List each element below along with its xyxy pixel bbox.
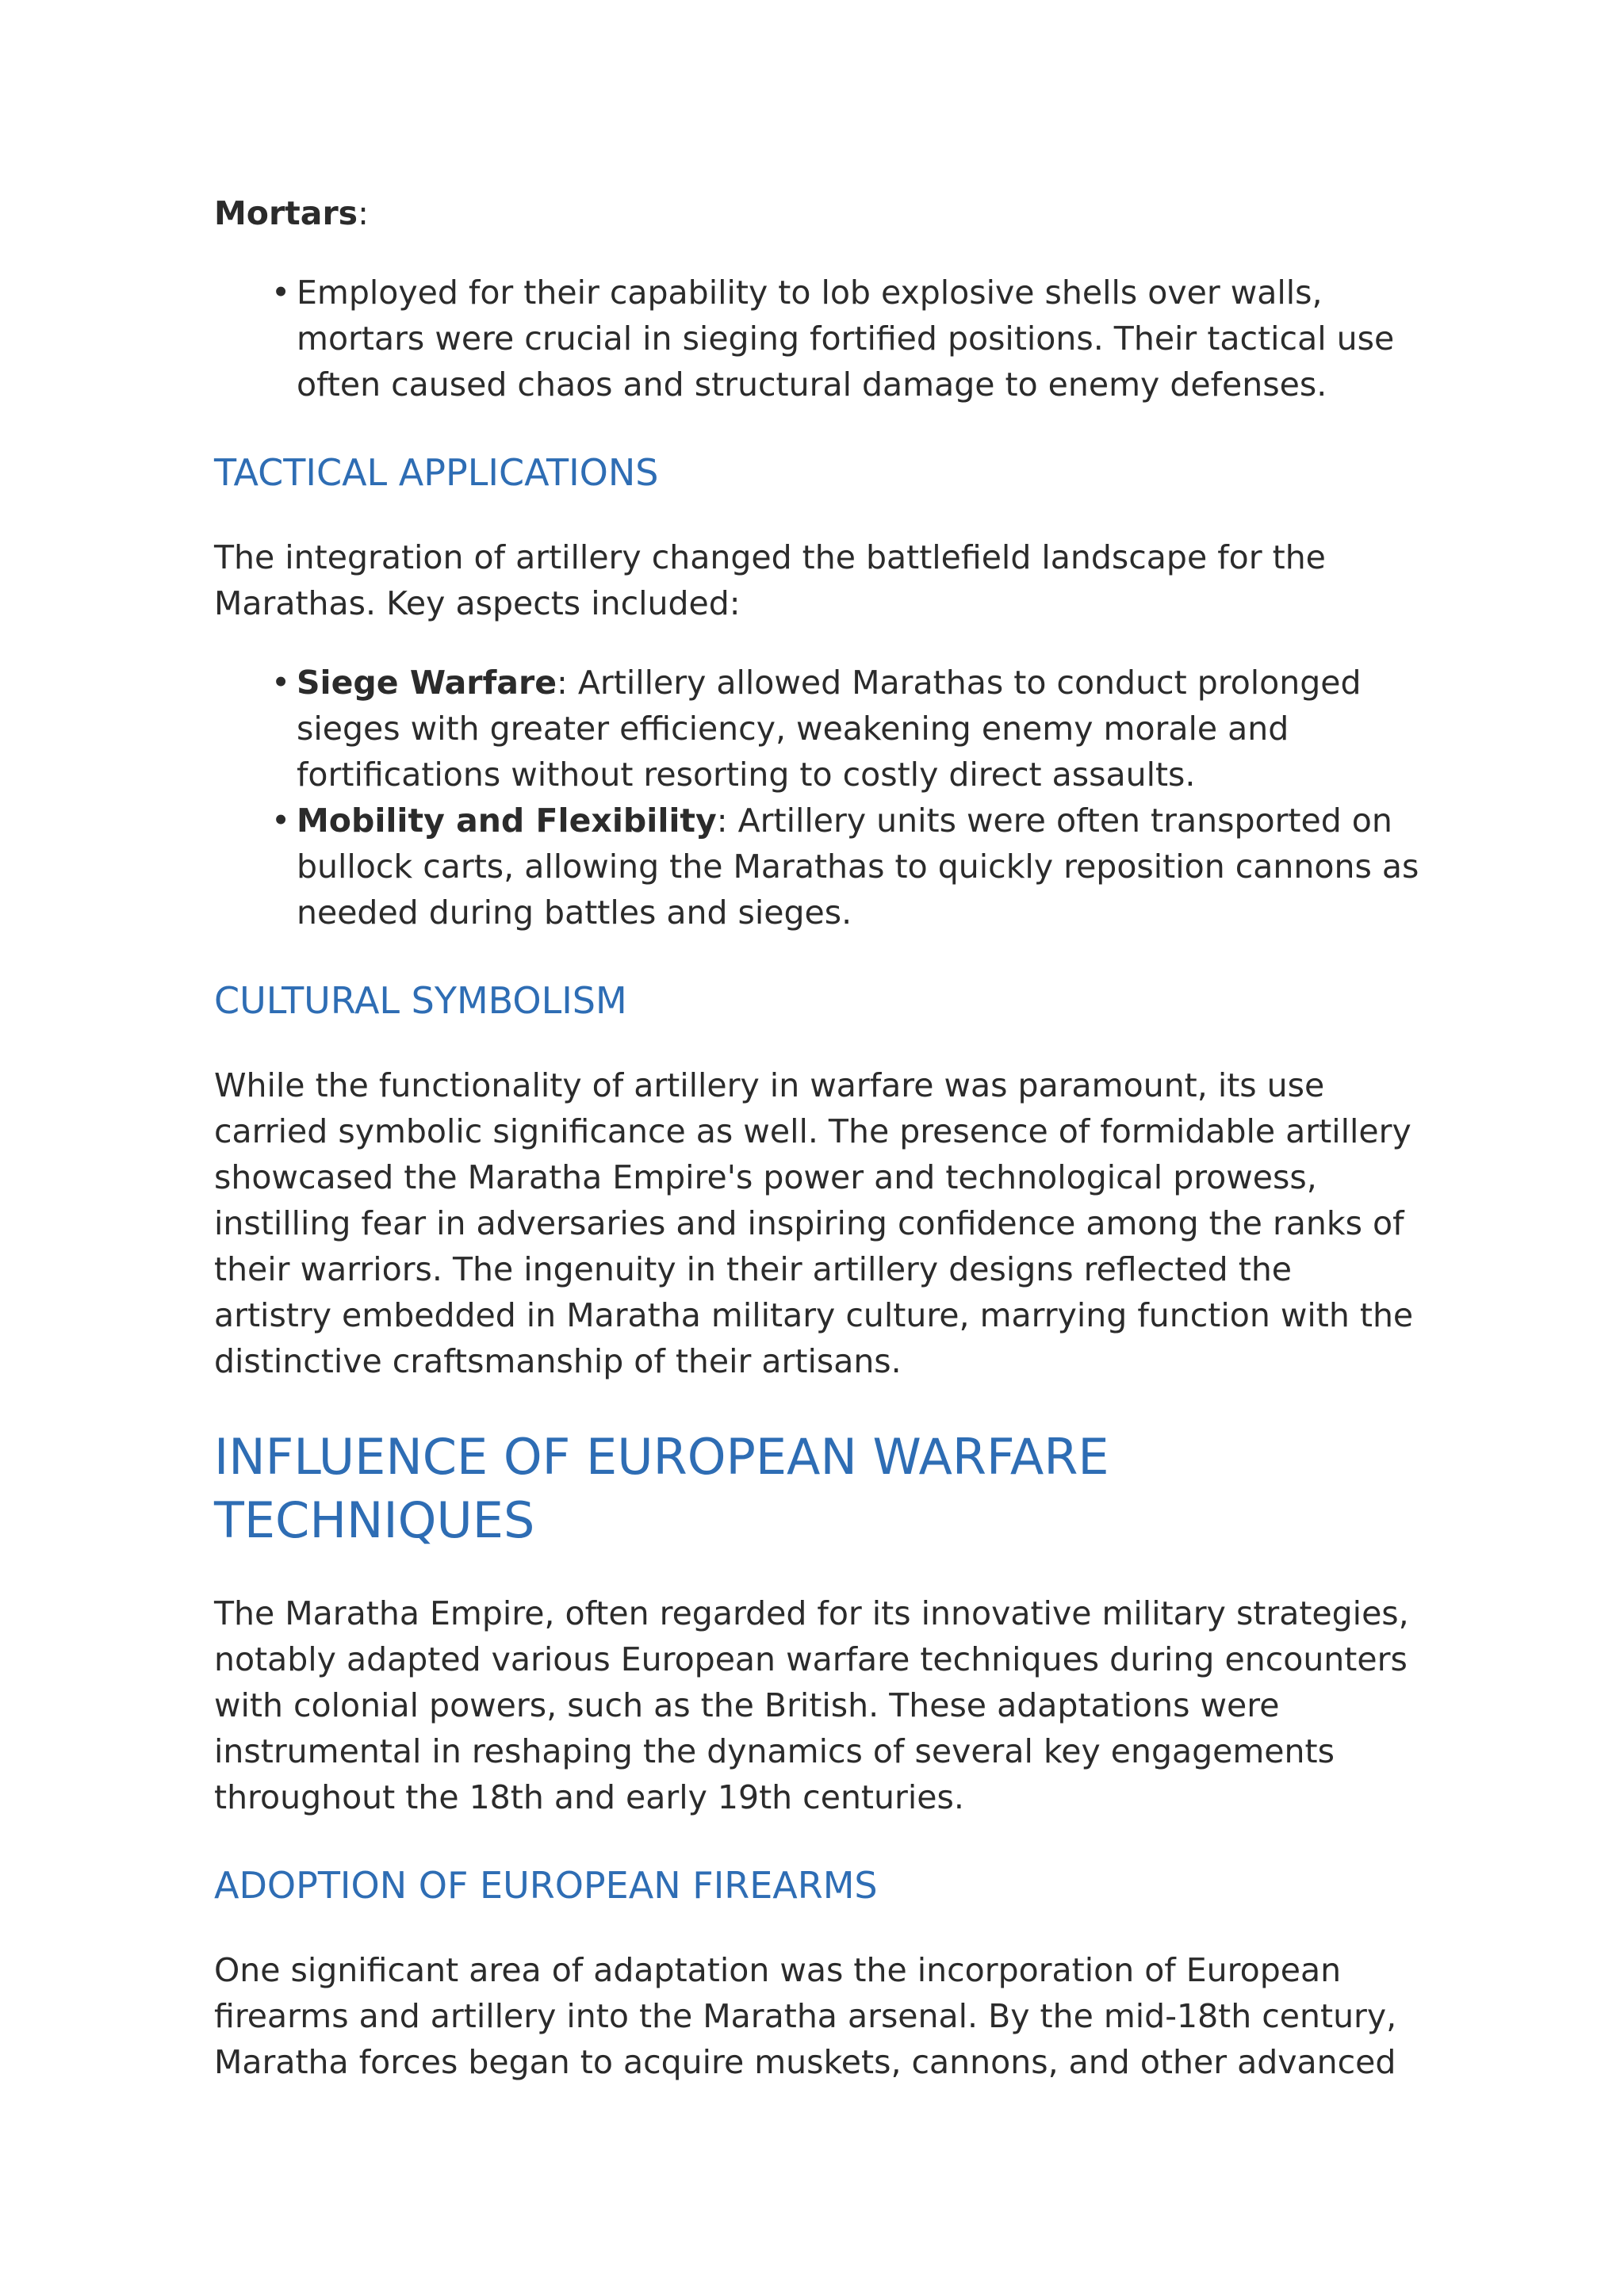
list-item	[271, 270, 1419, 408]
bullet-glyph: •	[271, 664, 291, 702]
chapter-heading-european: INFLUENCE OF EUROPEAN WARFARE TECHNIQUES	[214, 1428, 1109, 1549]
mortars-label-line	[214, 190, 1419, 236]
mortars-bullet-text: Employed for their capability to lob explosive shells over walls, mortars were crucial in sieging fortified positions. Their tactical use often caused chaos and structural damage to enemy defenses.	[297, 274, 1395, 404]
document-page	[214, 190, 1419, 2085]
firearms-body: One significant area of adaptation was the incorporation of European firearms and artillery into the Maratha arsenal. By the mid-18th century, Maratha forces began to acquire muskets, cannons, and other advanced	[214, 1951, 1397, 2081]
mortars-label: Mortars	[214, 194, 358, 232]
tactical-list	[214, 660, 1419, 936]
list-item-term: Siege Warfare	[297, 664, 557, 702]
cultural-body: While the functionality of artillery in warfare was paramount, its use carried symbolic significance as well. The presence of formidable artillery showcased the Maratha Empire's power and technological prowess, instilling fear in adversaries and inspiring confidence among the ranks of their warriors. The ingenuity in their artillery designs reflected the artistry embedded in Maratha military culture, marrying function with the distinctive craftsmanship of their artisans.	[214, 1066, 1414, 1380]
bullet-glyph: •	[271, 802, 291, 840]
section-heading-tactical: TACTICAL APPLICATIONS	[214, 451, 659, 494]
mortars-list	[214, 270, 1419, 408]
mortars-label-suffix: :	[358, 194, 369, 232]
european-body: The Maratha Empire, often regarded for its innovative military strategies, notably adapted various European warfare techniques during encounters with colonial powers, such as the British. These adaptations were instrumental in reshaping the dynamics of several key engagements throughout the 18th and early 19th centuries.	[214, 1594, 1409, 1816]
list-item	[271, 798, 1419, 936]
list-item-term: Mobility and Flexibility	[297, 802, 717, 840]
section-heading-firearms: ADOPTION OF EUROPEAN FIREARMS	[214, 1864, 878, 1907]
bullet-glyph: •	[271, 274, 291, 312]
list-item	[271, 660, 1419, 798]
tactical-intro: The integration of artillery changed the battlefield landscape for the Marathas. Key aspects included:	[214, 538, 1326, 622]
list-item-text: : Artillery units were often transported on bullock carts, allowing the Marathas to quickly reposition cannons as needed during battles and sieges.	[297, 802, 1419, 932]
list-item-text: : Artillery allowed Marathas to conduct prolonged sieges with greater efficiency, weakening enemy morale and fortifications without resorting to costly direct assaults.	[297, 664, 1362, 794]
section-heading-cultural: CULTURAL SYMBOLISM	[214, 979, 627, 1022]
